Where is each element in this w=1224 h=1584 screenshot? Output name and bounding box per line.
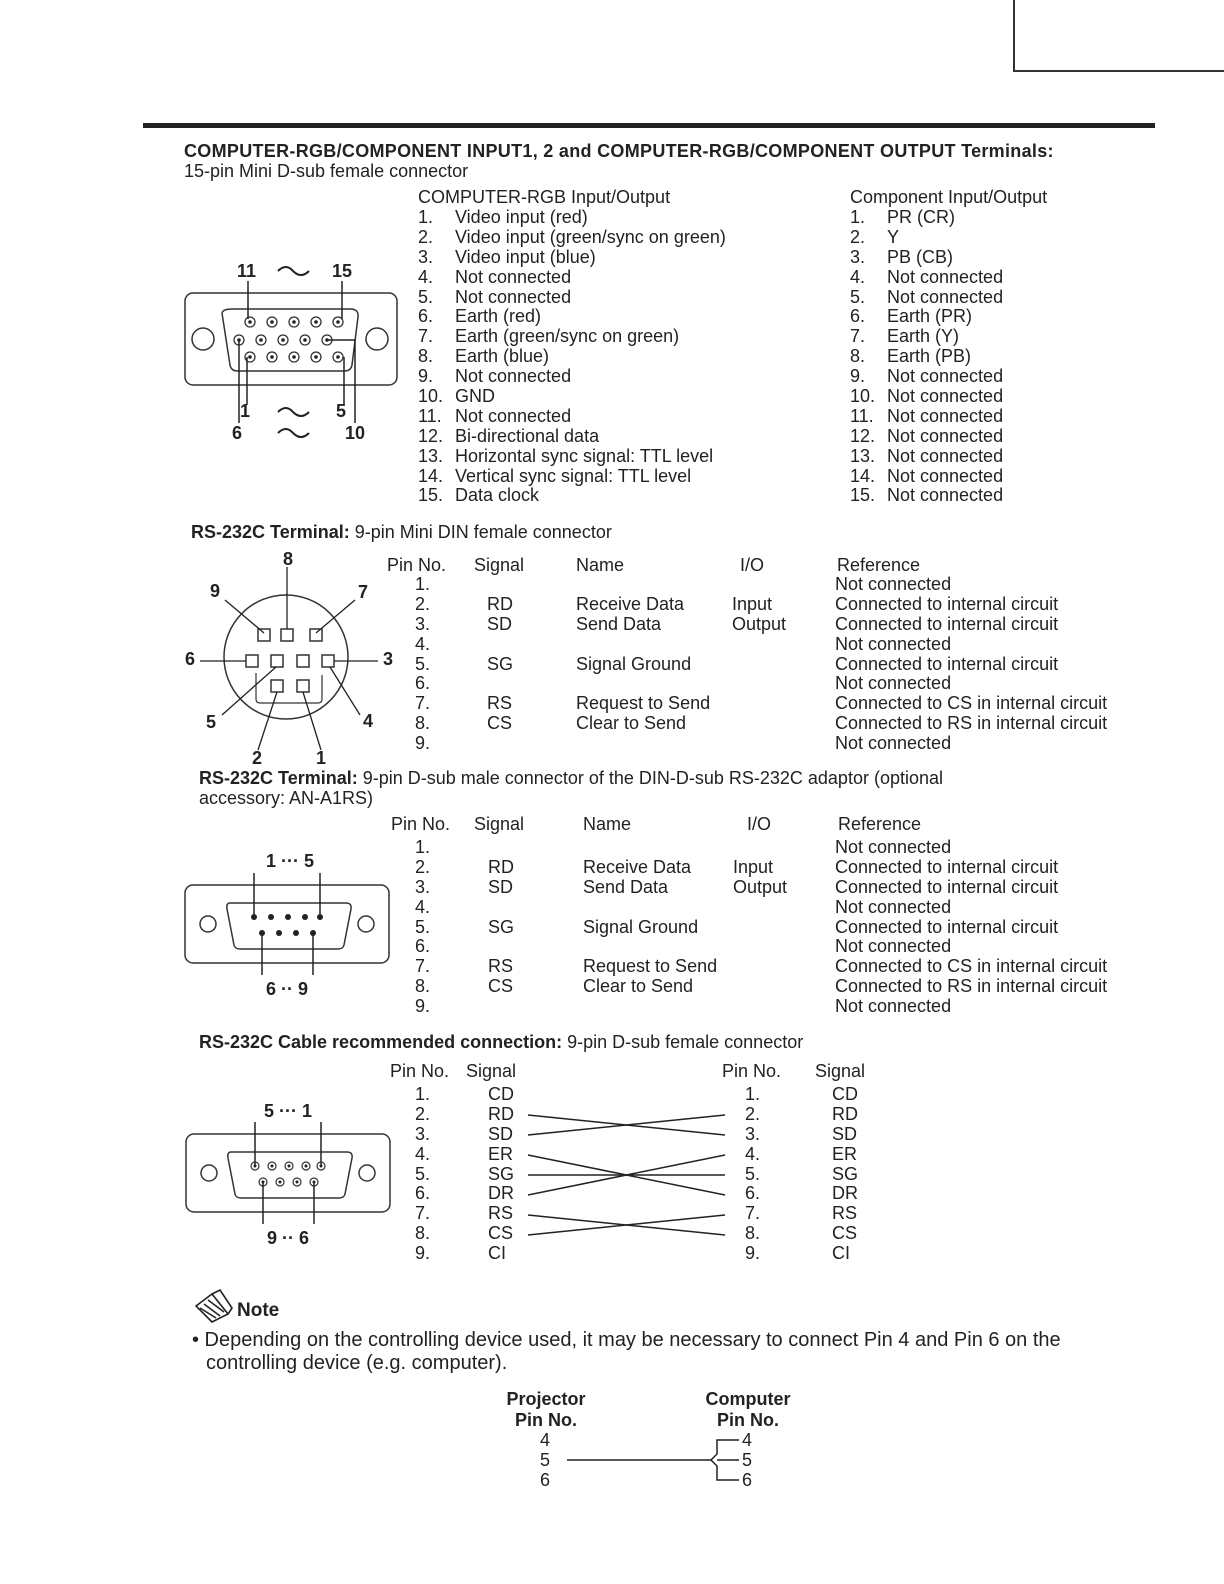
din-header-signal: Signal (474, 555, 525, 575)
list-item: 2. Y (850, 226, 900, 247)
list-item: 15. Not connected (850, 485, 1004, 506)
dsub-male-bottom-label: 6 ·· 9 (265, 979, 309, 999)
cable-top-label: 5 ··· 1 (263, 1101, 313, 1121)
cable-right-signal-column: CD RD SD ER SG DR RS CS CI (832, 1084, 859, 1264)
cable-crossover-lines (520, 1100, 740, 1250)
dsub-signal-column: RD SD SG RS CS (488, 856, 515, 997)
cable-title: RS-232C Cable recommended connection: 9-pin D-sub female connector (199, 1032, 804, 1052)
dsub-header-name: Name (583, 814, 632, 834)
list-item: 1. Video input (red) (418, 207, 588, 227)
list-item: 11. Not connected (418, 405, 572, 426)
list-item: 2. Video input (green/sync on green) (418, 226, 726, 247)
din-label-2: 2 (252, 748, 263, 768)
list-item: 14. Vertical sync signal: TTL level (418, 465, 692, 486)
din-name-column: Receive Data Send Data Signal Ground Request to Send Clear to Send (576, 593, 711, 734)
dsub-male-top-label: 1 ··· 5 (265, 851, 315, 871)
list-item: 10. GND (418, 386, 495, 407)
vga-mount-left (192, 328, 214, 350)
computer-label: Computer (705, 1389, 791, 1409)
list-item: 10. Not connected (850, 386, 1004, 407)
pencil-icon (190, 1288, 236, 1324)
vga-label-6: 6 (232, 423, 243, 443)
vga-rgb-header: COMPUTER-RGB Input/Output (418, 187, 671, 207)
din-header-reference: Reference (837, 555, 921, 575)
dsub-header-signal: Signal (474, 814, 525, 834)
dsub-header-pin: Pin No. (391, 814, 451, 834)
list-item: 8. Earth (PB) (850, 346, 972, 367)
din-label-5: 5 (206, 712, 217, 732)
dsub-header-io: I/O (747, 814, 772, 834)
list-item: 6. Earth (PR) (850, 306, 973, 327)
list-item: 13. Not connected (850, 445, 1004, 466)
list-item: 7. Earth (green/sync on green) (418, 326, 680, 347)
vga-tilde-bottom (278, 429, 309, 437)
vga-heading: COMPUTER-RGB/COMPONENT INPUT1, 2 and COMPUTER-RGB/COMPONENT OUTPUT Terminals: (184, 141, 1054, 161)
din-pin-column: 1. 2. 3. 4. 5. 6. 7. 8. 9. (415, 574, 431, 754)
cable-header-left-pin: Pin No. (390, 1061, 450, 1081)
cable-female-diagram (180, 1090, 400, 1260)
din-label-7: 7 (358, 582, 369, 602)
list-item: 3. Video input (blue) (418, 246, 596, 267)
vga-label-5: 5 (336, 401, 347, 421)
list-item: 14. Not connected (850, 465, 1004, 486)
vga-tilde-mid (278, 408, 309, 416)
projector-label: Projector (506, 1389, 586, 1409)
dsub-header-reference: Reference (838, 814, 922, 834)
vga-label-1: 1 (240, 401, 251, 421)
computer-pins: 4 5 6 (742, 1430, 753, 1490)
list-item: 8. Earth (blue) (418, 346, 550, 367)
cable-left-pin-column: 1. 2. 3. 4. 5. 6. 7. 8. 9. (415, 1084, 431, 1264)
cable-header-left-signal: Signal (466, 1061, 517, 1081)
dsub-male-diagram (180, 845, 400, 1005)
list-item: 4. Not connected (418, 266, 572, 287)
projector-pins: 4 5 6 (540, 1430, 551, 1490)
vga-rgb-list (418, 208, 726, 506)
vga-mount-right (366, 328, 388, 350)
note-line-1: • Depending on the controlling device used, it may be necessary to connect Pin 4 and Pin 6 on the (192, 1329, 1061, 1351)
din-label-4: 4 (363, 711, 374, 731)
vga-label-11: 11 (237, 261, 257, 281)
din-header-name: Name (576, 555, 625, 575)
list-item: 9. Not connected (850, 366, 1004, 387)
top-rule (143, 123, 1155, 128)
list-item: 15. Data clock (418, 485, 540, 506)
din-label-8: 8 (283, 549, 294, 569)
list-item: 13. Horizontal sync signal: TTL level (418, 445, 714, 466)
cable-right-pin-column: 1. 2. 3. 4. 5. 6. 7. 8. 9. (745, 1084, 761, 1264)
list-item: 12. Bi-directional data (418, 425, 600, 446)
vga-component-list (850, 208, 1003, 506)
din-label-9: 9 (210, 581, 221, 601)
din-label-6: 6 (185, 649, 196, 669)
dsub-title-line2: accessory: AN-A1RS) (199, 788, 374, 808)
din-header-io: I/O (740, 555, 765, 575)
din-io-column: Input Output (732, 593, 787, 634)
vga-subheading: 15-pin Mini D-sub female connector (184, 161, 469, 181)
list-item: 4. Not connected (850, 266, 1004, 287)
list-item: 11. Not connected (850, 405, 1004, 426)
vga-label-10: 10 (345, 423, 366, 443)
din-body (224, 595, 348, 719)
cable-left-signal-column: CD RD SD ER SG DR RS CS CI (488, 1084, 515, 1264)
list-item: 6. Earth (red) (418, 306, 542, 327)
note-title: Note (237, 1300, 280, 1321)
vga-connector-diagram (180, 255, 400, 455)
dsub-name-column: Receive Data Send Data Signal Ground Request to Send Clear to Send (583, 856, 718, 997)
cable-bottom-label: 9 ·· 6 (266, 1228, 310, 1248)
din-label-1: 1 (316, 748, 327, 768)
list-item: 5. Not connected (418, 286, 572, 307)
dsub-title: RS-232C Terminal: 9-pin D-sub male connector of the DIN-D-sub RS-232C adaptor (optional (199, 768, 943, 788)
vga-component-header: Component Input/Output (850, 187, 1048, 207)
list-item: 1. PR (CR) (850, 207, 955, 227)
pin-jumper-diagram (555, 1430, 745, 1490)
list-item: 9. Not connected (418, 366, 572, 387)
din-header-pin: Pin No. (387, 555, 447, 575)
cable-header-right-pin: Pin No. (722, 1061, 782, 1081)
din-signal-column: RD SD SG RS CS (487, 593, 514, 734)
vga-tilde-top (278, 267, 309, 275)
dsub-pin-column: 1. 2. 3. 4. 5. 6. 7. 8. 9. (415, 837, 431, 1017)
list-item: 7. Earth (Y) (850, 326, 960, 347)
list-item: 3. PB (CB) (850, 246, 954, 267)
din-connector-diagram (180, 545, 400, 770)
din-reference-column: Not connected Connected to internal circuit Connected to internal circuit Not connected Connected to internal circuit Not connected Connected to CS in internal circuit Connected to RS in internal circuit Not connected (835, 574, 1108, 754)
computer-pin-label: Pin No. (717, 1410, 779, 1430)
din-label-3: 3 (383, 649, 394, 669)
cable-header-right-signal: Signal (815, 1061, 866, 1081)
list-item: 5. Not connected (850, 286, 1004, 307)
page-corner-box (1013, 0, 1224, 72)
list-item: 12. Not connected (850, 425, 1004, 446)
vga-label-15: 15 (332, 261, 353, 281)
dsub-io-column: Input Output (733, 856, 788, 897)
note-line-2: controlling device (e.g. computer). (206, 1352, 508, 1374)
din-title: RS-232C Terminal: 9-pin Mini DIN female connector (191, 522, 612, 542)
projector-pin-label: Pin No. (515, 1410, 577, 1430)
dsub-reference-column: Not connected Connected to internal circuit Connected to internal circuit Not connected Connected to internal circuit Not connected Connected to CS in internal circuit Connected to RS in internal circuit Not connected (835, 837, 1108, 1017)
